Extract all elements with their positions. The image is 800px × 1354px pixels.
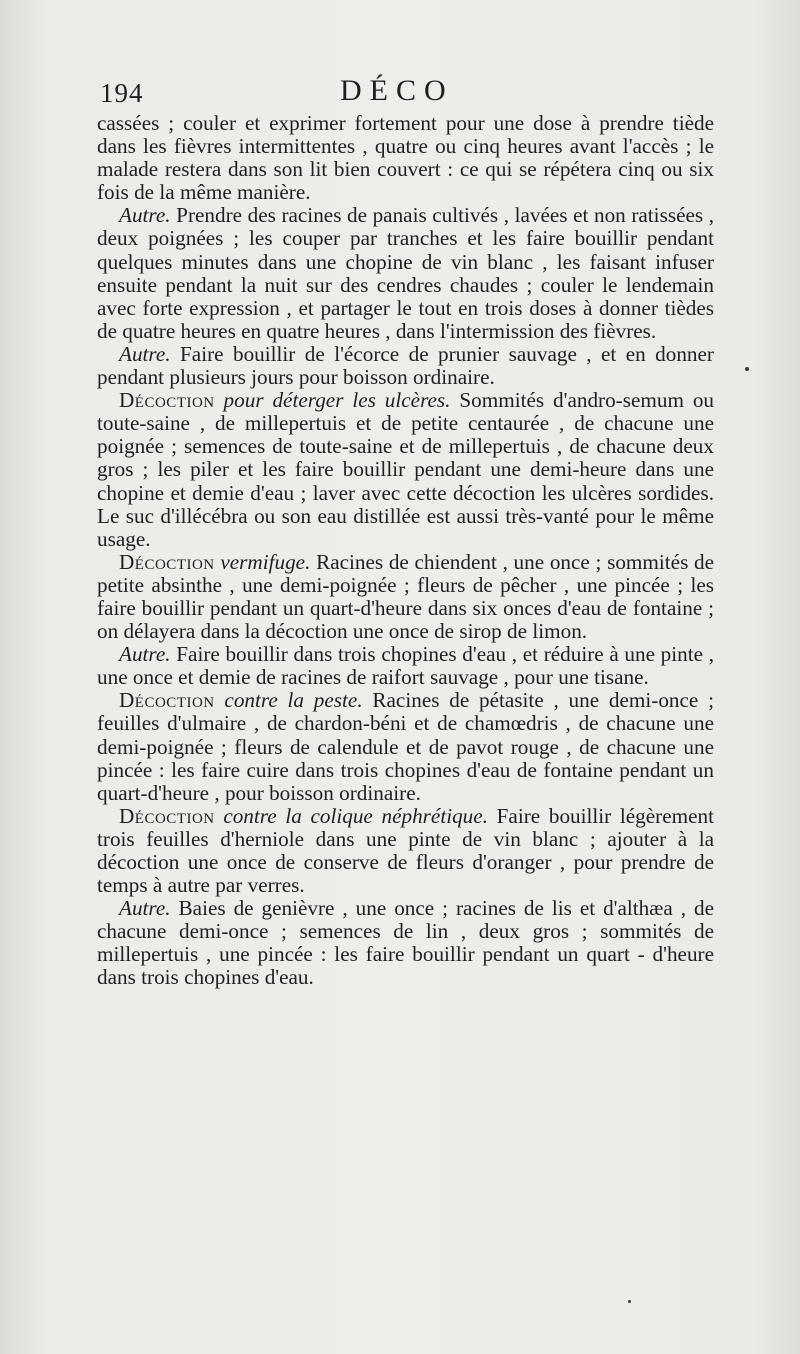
paragraph-text: Faire bouillir de l'écorce de prunier sauvage , et en donner pendant plusieurs jours pour boisson ordinaire. — [97, 341, 714, 390]
entry-label-italic: Autre. — [119, 341, 171, 366]
paragraph — [97, 343, 714, 389]
paragraph-text: Prendre des racines de panais cultivés , lavées et non ratissées , deux poignées ; les couper par tranches et les faire bouillir pendant quelques minutes dans une chopine de vin blanc , les faisant infuser ensuite pendant la nuit sur des cendres chaudes ; couler le lendemain avec forte expression , et partager le tout en trois doses à donner tièdes de quatre heures en quatre heures , dans l'intermission des fièvres. — [97, 203, 714, 343]
paragraph-text: Racines de chiendent , une once ; sommités de petite absinthe , une demi-poignée ; fleurs de pêcher , une pincée ; les faire bouillir pendant un quart-d'heure dans six onces d'eau de fontaine ; on délayera dans la décoction une once de sirop de limon. — [97, 549, 715, 644]
paragraph-text: Faire bouillir dans trois chopines d'eau , et réduire à une pinte , une once et demie de racines de raifort sauvage , pour une tisane. — [97, 642, 714, 690]
paragraph-text: Faire bouillir légèrement trois feuilles d'herniole dans une pinte de vin blanc ; ajouter à la décoction une once de conserve de fleurs d'oranger , pour prendre de temps à autre par verres. — [97, 803, 715, 898]
entry-label: Décoction — [119, 803, 215, 828]
paragraph-text: cassées ; couler et exprimer fortement pour une dose à prendre tiède dans les fièvres intermittentes , quatre ou cinq heures avant l'accès ; le malade restera dans son lit bien couvert : ce qui se répétera cinq ou six fois de la même manière. — [97, 111, 714, 205]
paragraph — [97, 112, 714, 204]
paragraph — [97, 204, 714, 343]
entry-label-italic: Autre. — [119, 203, 171, 228]
entry-label-italic: vermifuge. — [220, 549, 311, 574]
paragraph-text: Sommités d'andro-semum ou toute-saine , de millepertuis et de petite centaurée , de chacune une poignée ; semences de toute-saine et de millepertuis , de chacune deux gros ; les piler et les faire bouillir pendant une demi-heure dans une chopine et demie d'eau ; laver avec cette décoction les ulcères sordides. Le suc d'illécébra ou son eau distillée est aussi très-vanté pour le même usage. — [97, 388, 715, 551]
entry-label: Décoction — [119, 549, 215, 574]
entry-label-italic: Autre. — [119, 642, 171, 667]
entry-label-italic: pour déterger les ulcères. — [223, 388, 451, 413]
body-text — [97, 112, 714, 990]
paragraph — [97, 689, 714, 804]
paragraph-text: Baies de genièvre , une once ; racines de lis et d'althæa , de chacune demi-once ; semences de lin , deux gros ; sommités de millepertuis , une pincée : les faire bouillir pendant un quart - d'heure dans trois chopines d'eau. — [97, 896, 714, 990]
entry-label-italic: Autre. — [119, 896, 171, 921]
paragraph — [97, 643, 714, 689]
paper-speck — [745, 367, 749, 371]
paper-speck — [628, 1300, 631, 1303]
entry-label: Décoction — [119, 388, 215, 413]
paragraph-text: Racines de pétasite , une demi-once ; feuilles d'ulmaire , de chardon-béni et de chamœdris , de chacune une demi-poignée ; fleurs de calendule et de pavot rouge , de chacune une pincée : les faire cuire dans trois chopines d'eau de fontaine pendant un quart-d'heure , pour boisson ordinaire. — [97, 688, 714, 805]
paragraph — [97, 551, 714, 643]
entry-label-italic: contre la peste. — [224, 688, 363, 713]
entry-label-italic: contre la colique néphrétique. — [223, 803, 488, 828]
paragraph — [97, 389, 714, 551]
running-head: DÉCO — [340, 74, 454, 107]
paragraph — [97, 897, 714, 989]
paragraph — [97, 805, 714, 897]
page-number: 194 — [100, 78, 144, 108]
entry-label: Décoction — [119, 688, 215, 713]
